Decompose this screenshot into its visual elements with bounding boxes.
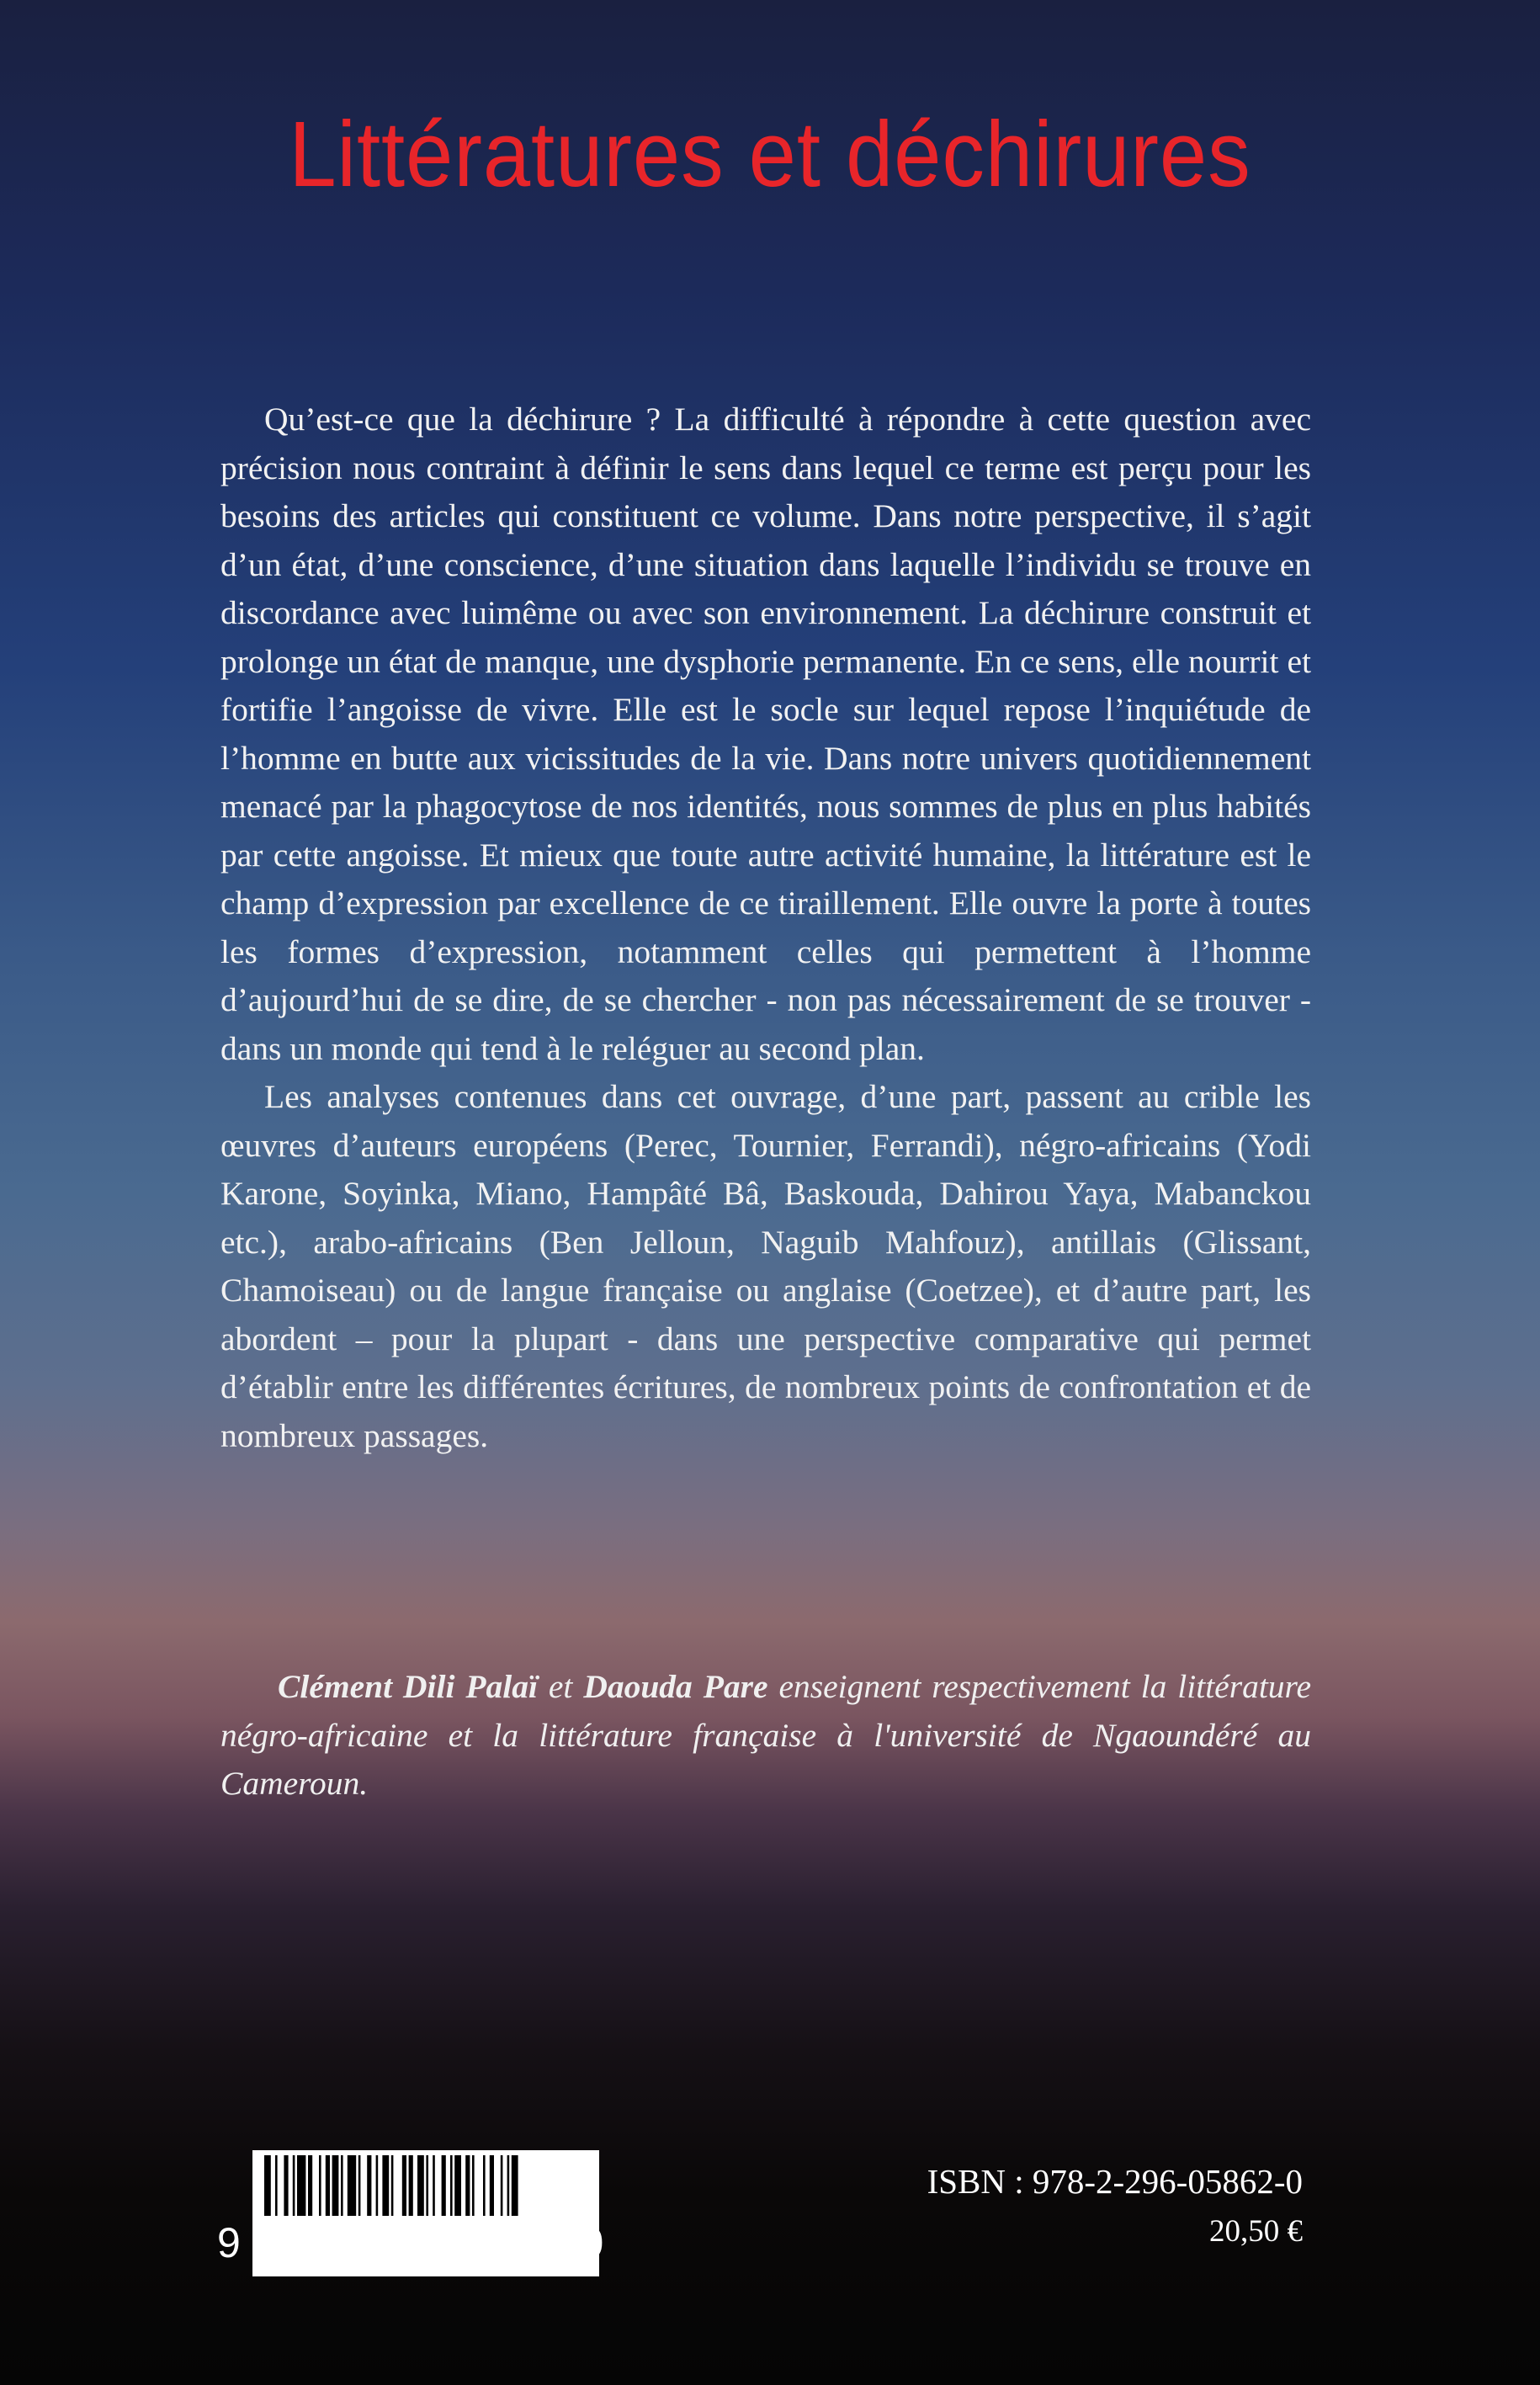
barcode-bar <box>293 2155 295 2216</box>
back-cover-text <box>220 396 1311 1460</box>
authors-note <box>220 1663 1311 1809</box>
barcode-digits: 9 782296 058620 <box>217 2219 608 2266</box>
barcode-bar <box>284 2155 288 2216</box>
barcode-bar <box>490 2155 494 2216</box>
barcode-bar <box>382 2155 389 2216</box>
barcode-bar <box>402 2155 406 2216</box>
barcode-bar <box>483 2155 486 2216</box>
barcode-bar <box>465 2155 470 2216</box>
barcode-bar <box>358 2155 361 2216</box>
book-title: Littératures et déchirures <box>289 103 1251 206</box>
barcode-bar <box>264 2155 271 2216</box>
price: 20,50 € <box>1209 2214 1303 2249</box>
barcode-bar <box>367 2155 371 2216</box>
barcode-bar <box>417 2155 424 2216</box>
barcode-bar <box>507 2155 510 2216</box>
barcode-bar <box>391 2155 394 2216</box>
barcode-bar <box>297 2155 305 2216</box>
barcode-bar <box>275 2155 278 2216</box>
barcode-bar <box>454 2155 461 2216</box>
barcode-bars <box>252 2150 599 2216</box>
barcode-bar <box>332 2155 339 2216</box>
barcode-bar <box>409 2155 413 2216</box>
authors-description: enseignent respectivement la littérature négro-africaine et la littérature française à l'université de Ngaoundéré au Cameroun. <box>220 1668 1311 1802</box>
barcode-bar <box>348 2155 356 2216</box>
barcode-bar <box>308 2155 312 2216</box>
paragraph-1: Qu’est-ce que la déchirure ? La difficulté à répondre à cette question avec précision nous contraint à définir le sens dans lequel ce terme est perçu pour les besoins des articles qui constituent ce volume. Dans notre perspective, il s’agit d’un état, d’une conscience, d’une situation dans laquelle l’individu se trouve en discordance avec luimême ou avec son environnement. La déchirure construit et prolonge un état de manque, une dysphorie permanente. En ce sens, elle nourrit et fortifie l’angoisse de vivre. Elle est le socle sur lequel repose l’inquiétude de l’homme en butte aux vicissitudes de la vie. Dans notre univers quotidiennement menacé par la phagocytose de nos identités, nous sommes de plus en plus habités par cette angoisse. Et mieux que toute autre activité humaine, la littérature est le champ d’expression par excellence de ce tiraillement. Elle ouvre la porte à toutes les formes d’expression, notamment celles qui permettent à l’homme d’aujourd’hui de se dire, de se chercher - non pas nécessairement de se trouver - dans un monde qui tend à le reléguer au second plan. <box>220 401 1311 1067</box>
author-name-2: Daouda Pare <box>583 1668 768 1705</box>
isbn: ISBN : 978-2-296-05862-0 <box>927 2162 1303 2201</box>
paragraph-2: Les analyses contenues dans cet ouvrage, d’une part, passent au crible les œuvres d’auteurs européens (Perec, Tournier, Ferrandi), négro-africains (Yodi Karone, Soyinka, Miano, Hampâté Bâ, Baskouda, Dahirou Yaya, Mabanckou etc.), arabo-africains (Ben Jelloun, Naguib Mahfouz), antillais (Glissant, Chamoiseau) ou de langue française ou anglaise (Coetzee), et d’autre part, les abordent – pour la plupart - dans une perspective comparative qui permet d’établir entre les différentes écritures, de nombreux points de confrontation et de nombreux passages. <box>220 1078 1311 1454</box>
barcode-bar <box>442 2155 446 2216</box>
barcode-bar <box>501 2155 503 2216</box>
barcode-bar <box>472 2155 475 2216</box>
barcode-bar <box>433 2155 435 2216</box>
barcode-bar <box>319 2155 321 2216</box>
barcode-bar <box>341 2155 343 2216</box>
authors-connector: et <box>537 1668 584 1705</box>
author-name-1: Clément Dili Palaï <box>278 1668 538 1705</box>
barcode-bar <box>426 2155 428 2216</box>
barcode-bar <box>450 2155 453 2216</box>
barcode-bar <box>512 2155 518 2216</box>
barcode-bar <box>326 2155 330 2216</box>
barcode-bar <box>376 2155 379 2216</box>
